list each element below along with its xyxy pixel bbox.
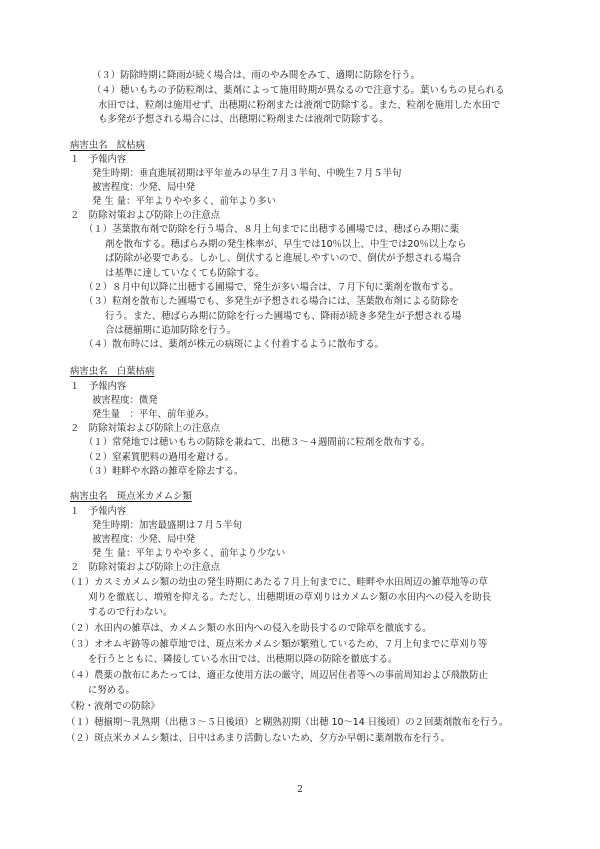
control-item: （２）斑点米カメムシ類は、日中はあまり活動しないため、夕方か早朝に薬剤散布を行う。	[66, 733, 451, 744]
forecast-item: 被害程度：微発	[92, 395, 158, 406]
subsection-title: ２ 防除対策および防除上の注意点	[70, 562, 221, 573]
control-item: に努める。	[88, 685, 135, 696]
control-item: を行うとともに、隣接している水田では、出穂期以降の防除を徹底する。	[88, 654, 398, 665]
control-item: （１）カスミカメムシ類の幼虫の発生時期にあたる７月上旬までに、畦畔や水田周辺の雑草地等の草	[66, 577, 488, 588]
forecast-item: 発生量 ：平年、前年並み。	[92, 409, 215, 420]
control-item: （４）散布時には、薬剤が株元の病斑によく付着するように散布する。	[84, 339, 385, 350]
forecast-item: 発生時期：加害最盛期は７月５半旬	[92, 520, 243, 531]
control-item: 合は穂揃期に追加防除を行う。	[105, 325, 237, 336]
control-item: （１）常発地では穂いもちの防除を兼ねて、出穂３～４週間前に粒剤を散布する。	[84, 437, 431, 448]
page-number: 2	[297, 785, 303, 795]
control-item: （３）畦畔や水路の雑草を除去する。	[84, 466, 244, 477]
control-item: （１）茎葉散布剤で防除を行う場合、８月上旬までに出穂する圃場では、穂ばらみ期に薬	[84, 224, 460, 235]
section-heading-shirahagare: 病害虫名 白葉枯病	[70, 366, 155, 377]
control-item: 刈りを徹底し、増殖を抑える。ただし、出穂期頃の草刈りはカメムシ類の水田内への侵入を助長	[88, 592, 492, 603]
forecast-item: 被害程度：少発、局中発	[92, 534, 196, 545]
control-item: は基準に達していなくても防除する。	[105, 268, 265, 279]
section-heading-monkare: 病害虫名 紋枯病	[70, 140, 146, 151]
subsection-title: ２ 防除対策および防除上の注意点	[70, 423, 221, 434]
subsection-title: １ 予報内容	[70, 381, 127, 392]
control-item: するので行わない。	[88, 607, 173, 618]
control-item: （３）オオムギ跡等の雑草地では、斑点米カメムシ類が繁殖しているため、７月上旬までに草刈り等	[66, 639, 488, 650]
subsection-title: １ 予報内容	[70, 506, 127, 517]
intro-line: も多発が予想される場合には、出穂期に粉剤または液剤で防除する。	[98, 114, 389, 125]
control-item: 剤を散布する。穂ばらみ期の発生株率が、早生では10％以上、中生では20％以上なら	[105, 239, 467, 250]
control-item: （２）窒素質肥料の過用を避ける。	[84, 452, 235, 463]
intro-line: （３）防除時期に降雨が続く場合は、雨のやみ間をみて、適期に防除を行う。	[92, 70, 420, 81]
control-item: ば防除が必要である。しかし、倒伏すると進展しやすいので、倒伏が予想される場合	[105, 253, 462, 264]
forecast-item: 発 生 量：平年よりやや多く、前年より少ない	[92, 548, 286, 559]
intro-line: 水田では、粒剤は施用せず、出穂期に粉剤または液剤で防除する。また、粒剤を施用した水田で	[98, 100, 501, 111]
control-item: （１）穂揃期～乳熟期（出穂３～５日後頃）と糊熟初期（出穂 10～14 日後頃）の２回薬剤散布を行う。	[66, 717, 509, 728]
control-item: （４）農薬の散布にあたっては、適正な使用方法の厳守、周辺居住者等への事前周知および飛散防止	[66, 670, 488, 681]
control-item: （２）水田内の雑草は、カメムシ類の水田内への侵入を助長するので除草を徹底する。	[66, 623, 432, 634]
control-item: （２）８月中旬以降に出穂する圃場で、発生が多い場合は、７月下旬に薬剤を散布する。	[84, 282, 459, 293]
control-item: （３）粒剤を散布した圃場でも、多発生が予想される場合には、茎葉散布剤による防除を	[84, 296, 460, 307]
forecast-item: 発生時期：垂直進展初期は平年並みの早生７月３半旬、中晩生７月５半旬	[92, 168, 402, 179]
subsection-title: １ 予報内容	[70, 154, 127, 165]
subsection-title: ２ 防除対策および防除上の注意点	[70, 210, 221, 221]
control-item: 行う。また、穂ばらみ期に防除を行った圃場でも、降雨が続き多発生が予想される場	[105, 311, 462, 322]
intro-line: （４）穂いもちの予防粒剤は、薬剤によって施用時期が異なるので注意する。葉いもちの見られる	[92, 85, 505, 96]
forecast-item: 被害程度：少発、局中発	[92, 182, 196, 193]
subsection-title: 《粉・液剤での防除》	[66, 701, 160, 712]
forecast-item: 発 生 量：平年よりやや多く、前年より多い	[92, 196, 276, 207]
section-heading-kamemushi: 病害虫名 斑点米カメムシ類	[70, 491, 192, 502]
